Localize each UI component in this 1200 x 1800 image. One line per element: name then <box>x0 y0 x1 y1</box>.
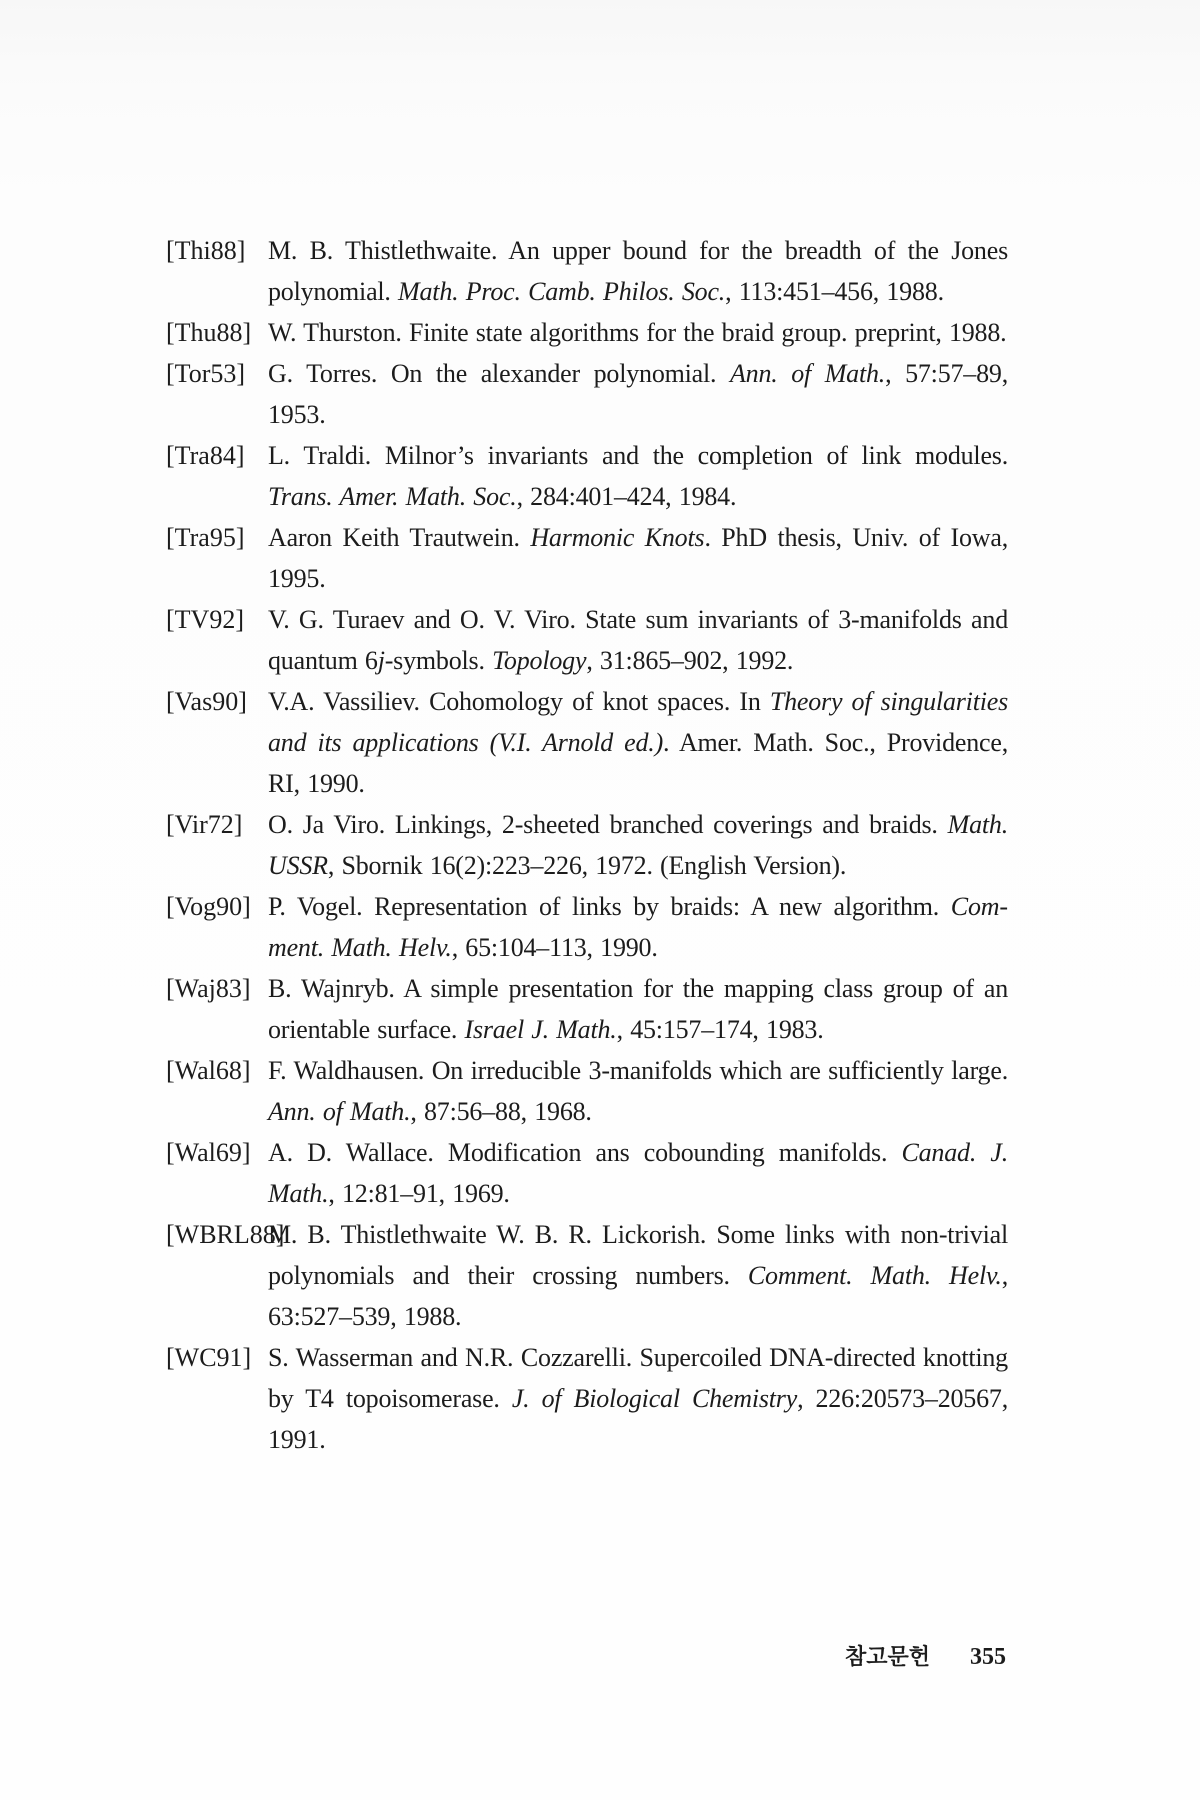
reference-text <box>268 1214 1008 1337</box>
reference-text <box>268 968 1008 1050</box>
reference-entry <box>166 230 1008 312</box>
reference-italic-title: Trans. Amer. Math. Soc. <box>268 482 517 511</box>
reference-italic-title: Ann. of Math. <box>730 359 886 388</box>
reference-text-segment: , 12:81–91, 1969. <box>328 1179 510 1208</box>
reference-text-segment: , 284:401–424, 1984. <box>516 482 737 511</box>
reference-key: [Wal69] <box>166 1138 251 1167</box>
reference-entry <box>166 1337 1008 1460</box>
reference-entry <box>166 1214 1008 1337</box>
bibliography-list <box>166 230 1008 1460</box>
running-footer-section-title: 참고문헌 <box>844 1645 930 1670</box>
reference-italic-title: j <box>377 646 385 675</box>
reference-italic-title: Ann. of Math. <box>268 1097 411 1126</box>
reference-text <box>268 230 1008 312</box>
reference-key: [Vog90] <box>166 892 251 921</box>
reference-text <box>268 681 1008 804</box>
reference-text-segment: . PhD thesis, Univ. of Iowa, 1995. <box>268 523 1008 593</box>
reference-entry <box>166 804 1008 886</box>
reference-text <box>268 599 1008 681</box>
reference-entry <box>166 681 1008 804</box>
reference-text-segment: . Amer. Math. Soc., Providence, RI, 1990. <box>268 728 1008 798</box>
reference-text-segment: , 57:57–89, 1953. <box>268 359 1008 429</box>
reference-text-segment: M. B. Thistlethwaite. An upper bound for the breadth of the Jones polynomial. <box>268 236 1008 306</box>
reference-entry <box>166 599 1008 681</box>
reference-key: [Vir72] <box>166 810 243 839</box>
reference-text <box>268 1132 1008 1214</box>
reference-text-segment: F. Waldhausen. On irreducible 3-manifolds which are sufficiently large. <box>268 1056 1008 1085</box>
reference-text-segment: , 87:56–88, 1968. <box>410 1097 592 1126</box>
reference-italic-title: Math. Proc. Camb. Philos. Soc. <box>398 277 726 306</box>
reference-text-segment: G. Torres. On the alexander polynomial. <box>268 359 730 388</box>
reference-entry <box>166 312 1008 353</box>
reference-text-segment: O. Ja Viro. Linkings, 2-sheeted branched coverings and braids. <box>268 810 948 839</box>
reference-italic-title: Theory of singularities and its applications (V.I. Arnold ed.) <box>268 687 1008 757</box>
reference-text-segment: B. Wajnryb. A simple presentation for the mapping class group of an orientable surface. <box>268 974 1008 1044</box>
reference-italic-title: Israel J. Math. <box>464 1015 617 1044</box>
reference-text <box>268 886 1008 968</box>
reference-italic-title: J. of Biological Chemistry <box>511 1384 798 1413</box>
reference-text <box>268 517 1008 599</box>
reference-text-segment: V. G. Turaev and O. V. Viro. State sum invariants of 3-manifolds and quantum 6 <box>268 605 1008 675</box>
reference-entry <box>166 886 1008 968</box>
reference-italic-title: Topology <box>492 646 587 675</box>
reference-italic-title: Comment. Math. Helv. <box>747 1261 1002 1290</box>
reference-text-segment: W. Thurston. Finite state algorithms for the braid group. preprint, 1988. <box>268 318 1007 347</box>
reference-key: [Thi88] <box>166 236 246 265</box>
reference-text <box>268 353 1008 435</box>
reference-entry <box>166 1132 1008 1214</box>
reference-key: [Tra95] <box>166 523 245 552</box>
reference-entry <box>166 353 1008 435</box>
reference-italic-title: Math. USSR <box>268 810 1008 880</box>
reference-text-segment: M. B. Thistlethwaite W. B. R. Lickorish. Some links with non-trivial polynomials and their crossing numbers. <box>268 1220 1008 1290</box>
reference-key: [Tor53] <box>166 359 246 388</box>
reference-text-segment: , 65:104–113, 1990. <box>451 933 658 962</box>
reference-italic-title: Harmonic Knots <box>530 523 705 552</box>
reference-key: [WBRL88] <box>166 1220 285 1249</box>
page-number: 355 <box>970 1644 1006 1670</box>
reference-text <box>268 435 1008 517</box>
reference-text-segment: -symbols. <box>384 646 493 675</box>
reference-key: [Waj83] <box>166 974 251 1003</box>
page-footer <box>0 1640 1006 1671</box>
reference-key: [Tra84] <box>166 441 245 470</box>
reference-entry <box>166 517 1008 599</box>
reference-key: [WC91] <box>166 1343 252 1372</box>
reference-text-segment: P. Vogel. Representation of links by braids: A new algorithm. <box>268 892 951 921</box>
reference-italic-title: Canad. J. Math. <box>268 1138 1008 1208</box>
reference-text <box>268 804 1008 886</box>
reference-text <box>268 1337 1008 1460</box>
reference-text-segment: V.A. Vassiliev. Cohomology of knot spaces. In <box>268 687 770 716</box>
reference-text-segment: A. D. Wallace. Modification ans cobounding manifolds. <box>268 1138 902 1167</box>
reference-text-segment: , 45:157–174, 1983. <box>616 1015 824 1044</box>
reference-text-segment: , 226:20573–20567, 1991. <box>268 1384 1009 1454</box>
reference-text-segment: S. Wasserman and N.R. Cozzarelli. Supercoiled DNA-directed knotting by T4 topoisomerase. <box>268 1343 1008 1413</box>
reference-text-segment: , 63:527–539, 1988. <box>268 1261 1008 1331</box>
reference-italic-title: Comment. Math. Helv. <box>268 892 1008 962</box>
reference-text-segment: , 113:451–456, 1988. <box>725 277 944 306</box>
reference-key: [Vas90] <box>166 687 247 716</box>
reference-entry <box>166 1050 1008 1132</box>
reference-key: [Thu88] <box>166 318 252 347</box>
reference-text <box>268 1050 1008 1132</box>
reference-text-segment: , 31:865–902, 1992. <box>586 646 794 675</box>
reference-text-segment: Aaron Keith Trautwein. <box>268 523 531 552</box>
reference-key: [Wal68] <box>166 1056 251 1085</box>
reference-text-segment: , Sbornik 16(2):223–226, 1972. (English Version). <box>327 851 847 880</box>
reference-text <box>268 312 1008 353</box>
reference-key: [TV92] <box>166 605 244 634</box>
reference-entry <box>166 435 1008 517</box>
reference-text-segment: L. Traldi. Milnor’s invariants and the completion of link modules. <box>268 441 1008 470</box>
reference-entry <box>166 968 1008 1050</box>
